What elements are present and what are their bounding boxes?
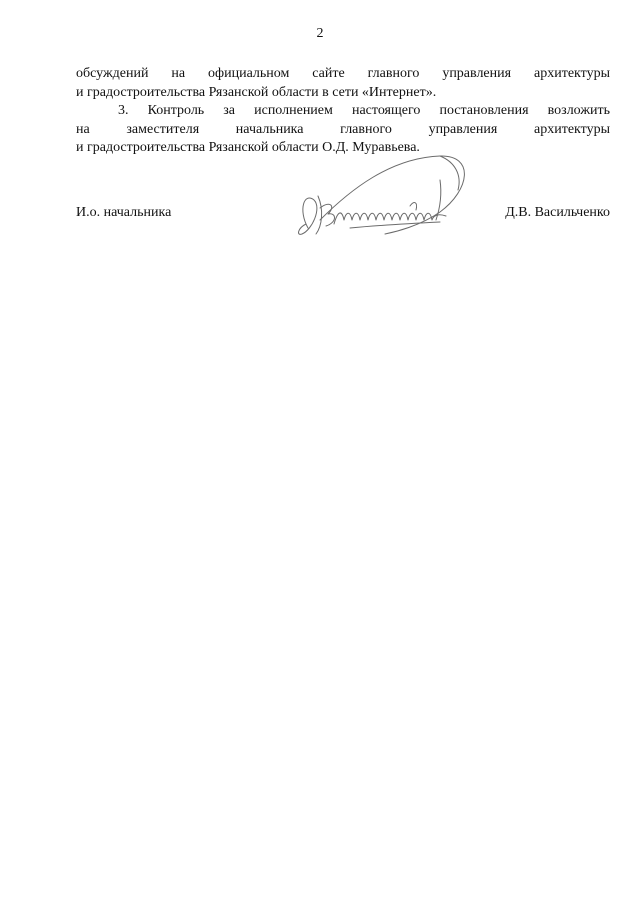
paragraph-line: на заместителя начальника главного управления архитектуры xyxy=(76,121,610,137)
paragraph-line: обсуждений на официальном сайте главного управления архитектуры xyxy=(76,66,610,81)
handwritten-signature xyxy=(290,150,480,245)
page-number: 2 xyxy=(316,26,324,41)
paragraph-line: и градостроительства Рязанской области в сети «Интернет». xyxy=(76,84,437,100)
paragraph-line: и градостроительства Рязанской области О.Д. Муравьева. xyxy=(76,140,420,155)
paragraph-line: 3. Контроль за исполнением настоящего постановления возложить xyxy=(118,103,610,118)
body-text xyxy=(76,65,610,158)
signatory-title: И.о. начальника xyxy=(76,205,172,220)
paragraph-continuation xyxy=(76,65,610,102)
signatory-name: Д.В. Васильченко xyxy=(505,205,610,220)
